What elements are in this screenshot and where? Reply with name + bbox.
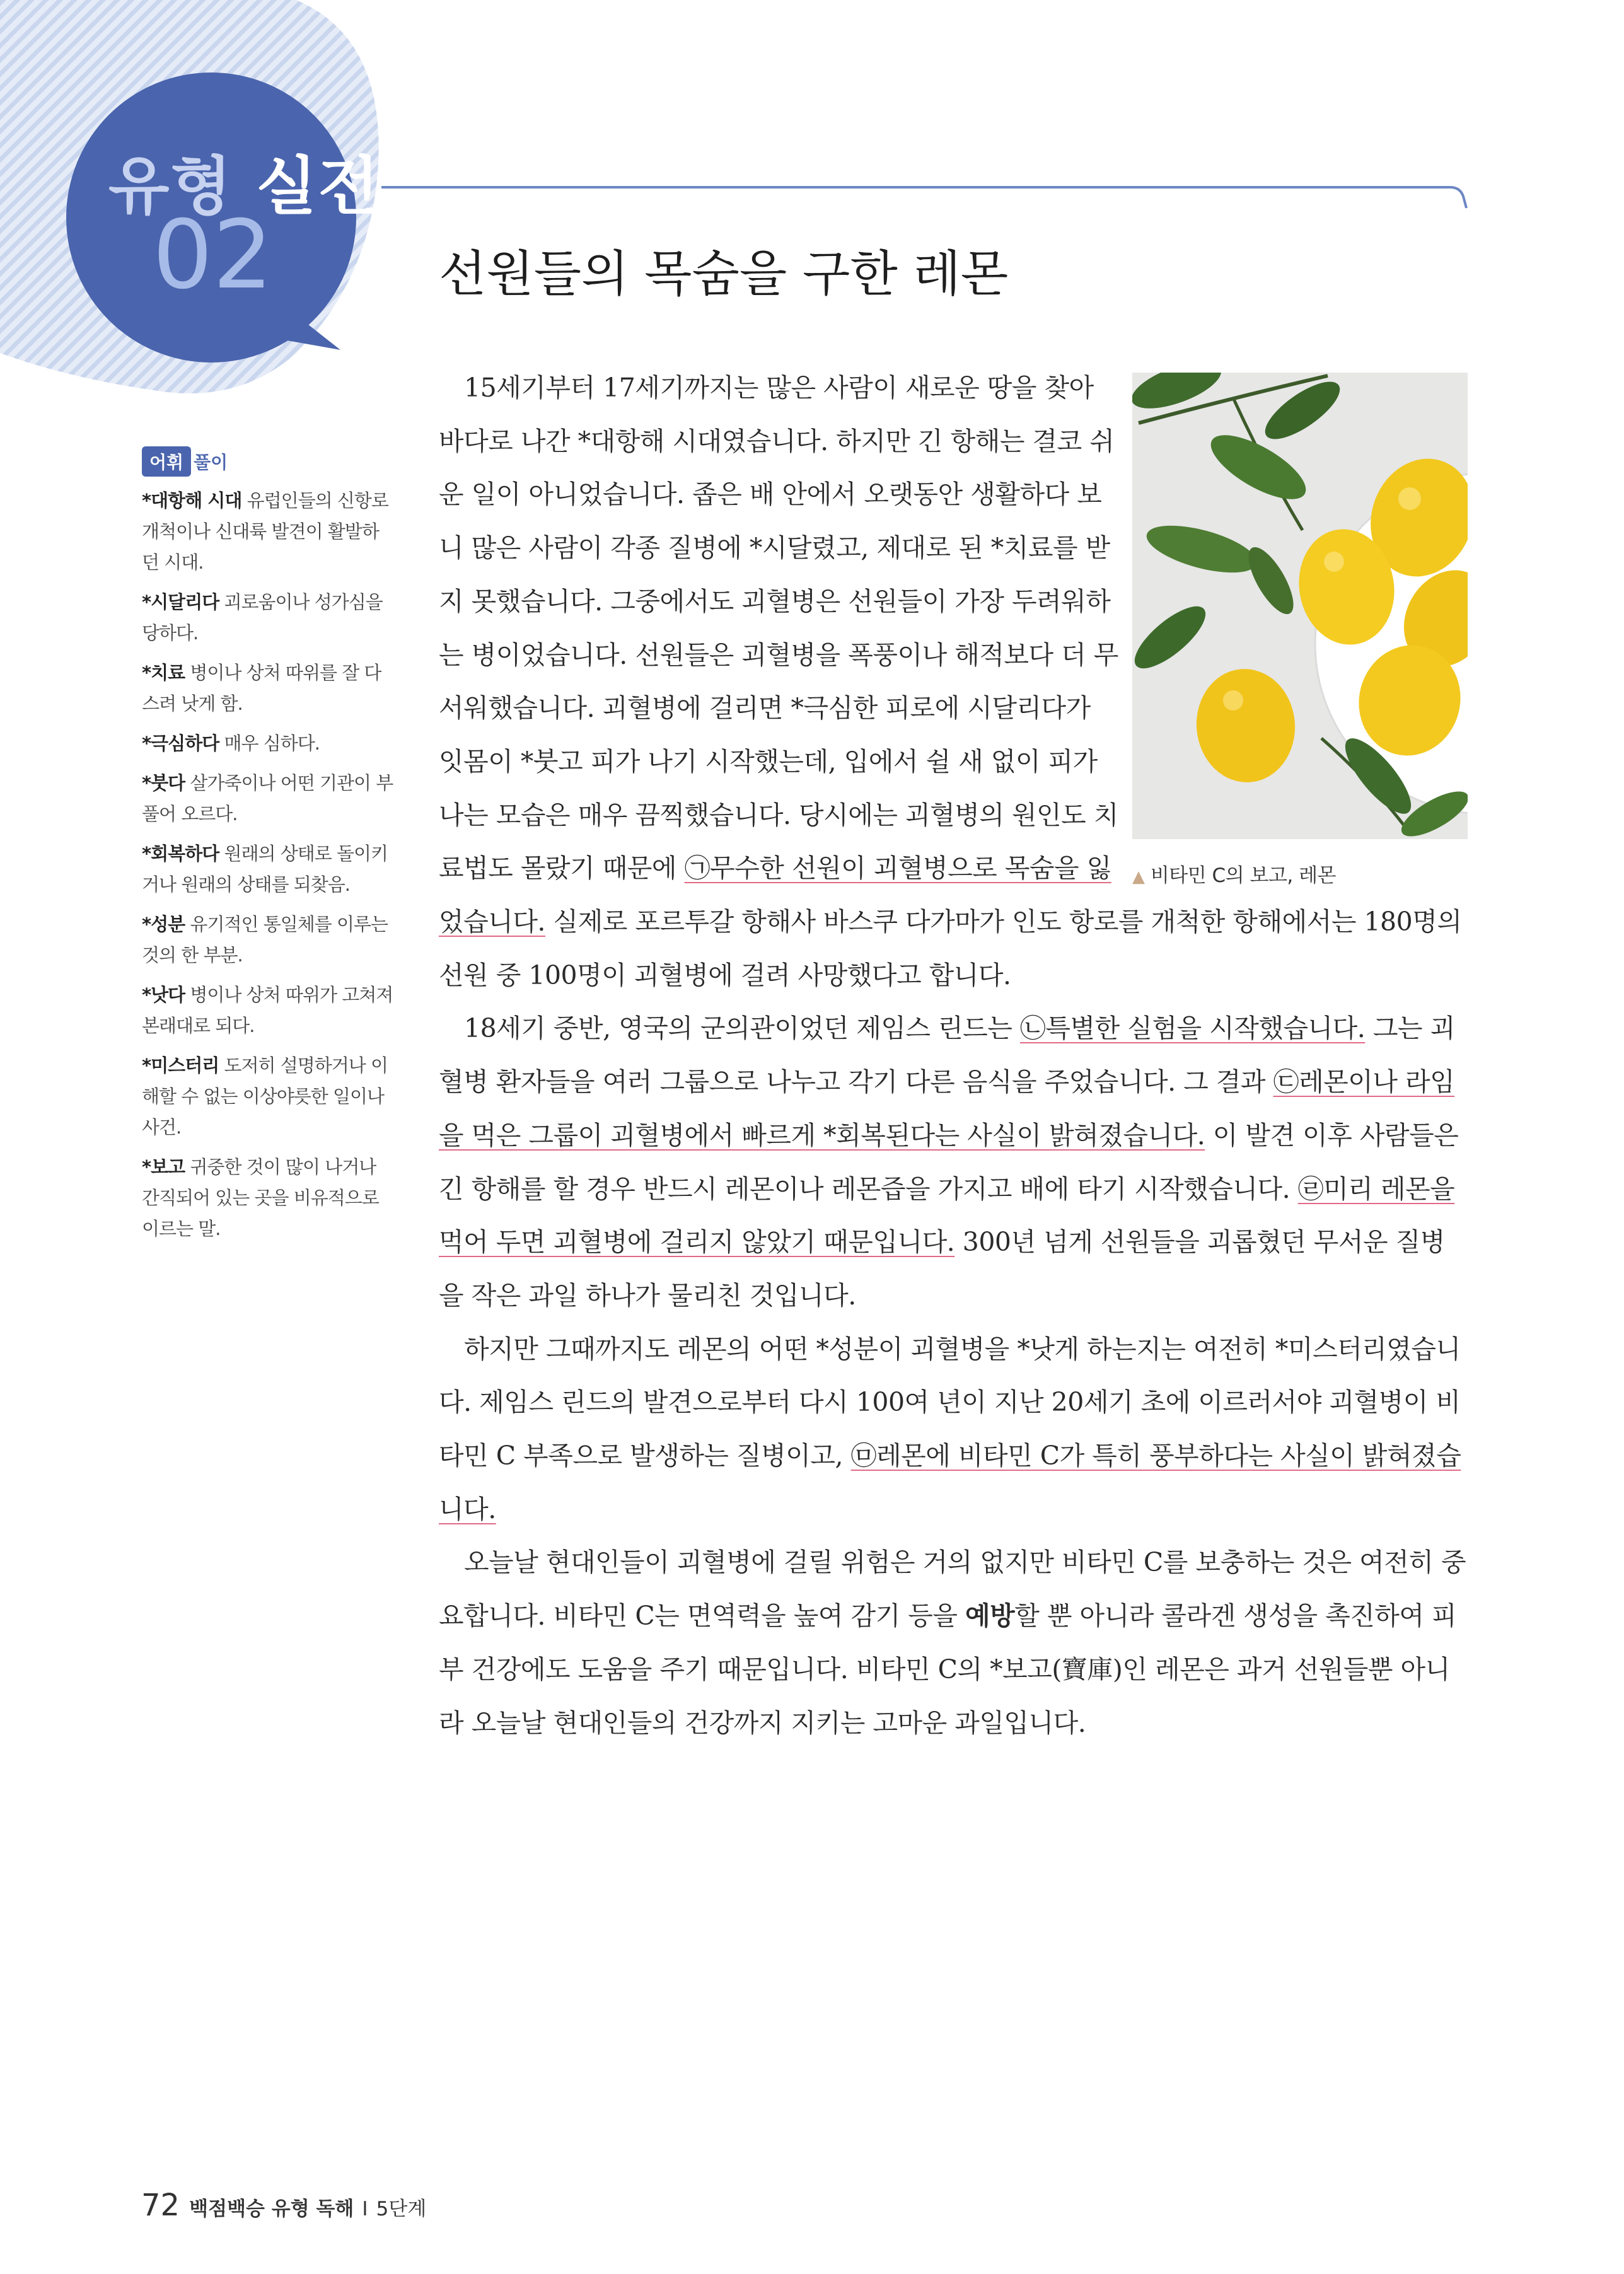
vocab-term: *미스터리 [142, 1055, 219, 1076]
vocab-def: 살가죽이나 어떤 기관이 부풀어 오르다. [142, 772, 393, 825]
paragraph-text: 할 뿐 아니라 콜라겐 생성을 촉진하여 피부 건강에도 도움을 주기 때문입니다. 비타민 C의 *보고(寶庫)인 레몬은 과거 선원들뿐 아니라 오늘날 현대인들의 건강까지 지키는 고마운 과일입니다. [439, 1601, 1457, 1738]
vocab-item [142, 838, 394, 900]
vocab-item [142, 980, 394, 1041]
vocab-term: *낫다 [142, 984, 185, 1006]
vocab-def: 병이나 상처 따위가 고쳐져 본래대로 되다. [142, 984, 393, 1036]
vocab-item [142, 768, 394, 830]
vocab-item [142, 1152, 394, 1244]
paragraph-2 [439, 1002, 1468, 1322]
caption-triangle-icon: ▲ [1132, 867, 1145, 886]
vocab-item [142, 587, 394, 649]
caption-text: 비타민 C의 보고, 레몬 [1150, 864, 1336, 887]
vocab-def: 유럽인들의 신항로 개척이나 신대륙 발견이 활발하던 시대. [142, 490, 388, 573]
vocabulary-header-label: 풀이 [194, 452, 228, 473]
vocab-def: 도저히 설명하거나 이해할 수 없는 이상야릇한 일이나 사건. [142, 1055, 388, 1138]
paragraph-text: 실제로 포르투갈 항해사 바스쿠 다가마가 인도 항로를 개척한 항해에서는 180명의 선원 중 100명이 괴혈병에 걸려 사망했다고 합니다. [439, 907, 1462, 990]
title-rule [0, 0, 1624, 227]
page-title: 선원들의 목숨을 구한 레몬 [439, 246, 1009, 303]
book-title: 백점백승 유형 독해 [189, 2198, 354, 2220]
vocab-def: 유기적인 통일체를 이루는 것의 한 부분. [142, 914, 388, 966]
footer-separator: I [362, 2198, 368, 2220]
vocab-term: *극심하다 [142, 733, 219, 754]
underlined-sentence-a: ㉠무수한 선원이 괴혈병으로 목숨을 잃었습니다. [439, 853, 1111, 937]
paragraph-text: 18세기 중반, 영국의 군의관이었던 제임스 린드는 [464, 1013, 1020, 1044]
vocab-term: *보고 [142, 1156, 185, 1178]
underlined-sentence-e: ㉤레몬에 비타민 C가 특히 풍부하다는 사실이 밝혀졌습니다. [439, 1441, 1461, 1524]
vocab-item [142, 485, 394, 578]
underlined-sentence-b: ㉡특별한 실험을 시작했습니다. [1019, 1013, 1366, 1044]
lemon-photo [1132, 373, 1468, 887]
paragraph-text: 그는 괴혈병 환자들을 여러 그룹으로 나누고 각기 다른 음식을 주었습니다. 그 결과 [439, 1013, 1455, 1098]
vocab-term: *붓다 [142, 772, 185, 794]
paragraph-text: 오늘날 현대인들이 괴혈병에 걸릴 위험은 거의 없지만 비타민 C를 보충하는 것은 여전히 중요합니다. 비타민 C는 면역력을 높여 감기 등을 [439, 1547, 1466, 1632]
paragraph-text: 300년 넘게 선원들을 괴롭혔던 무서운 질병을 작은 과일 하나가 물리친 것입니다. [439, 1227, 1445, 1311]
vocab-def: 원래의 상태로 돌이키거나 원래의 상태를 되찾음. [142, 843, 388, 895]
vocab-def: 귀중한 것이 많이 나거나 간직되어 있는 곳을 비유적으로 이르는 말. [142, 1156, 379, 1239]
badge-word-practice: 실전 [256, 149, 381, 223]
page-footer [141, 2188, 426, 2223]
paragraph-4 [439, 1536, 1468, 1749]
vocab-def: 괴로움이나 성가심을 당하다. [142, 591, 383, 644]
vocab-term: *치료 [142, 662, 185, 683]
vocab-term: *회복하다 [142, 843, 219, 864]
paragraph-text: 15세기부터 17세기까지는 많은 사람이 새로운 땅을 찾아 바다로 나간 *대항해 시대였습니다. 하지만 긴 항해는 결코 쉬운 일이 아니었습니다. 좁은 배 안에서 오랫동안 생활하다 보니 많은 사람이 각종 질병에 *시달렸고, 제대로 된 *치료를 받지 못했습니다. 그중에서도 괴혈병은 선원들이 가장 두려워하는 병이었습니다. 선원들은 괴혈병을 폭풍이나 해적보다 더 무서워했습니다. 괴혈병에 걸리면 *극심한 피로에 시달리다가 잇몸이 *붓고 피가 나기 시작했는데, 입에서 쉴 새 없이 피가 나는 모습은 매우 끔찍했습니다. 당시에는 괴혈병의 원인도 치료법도 몰랐기 때문에 [439, 373, 1118, 884]
underlined-sentence-c: ㉢레몬이나 라임을 먹은 그룹이 괴혈병에서 빠르게 *회복된다는 사실이 밝혀졌습니다. [439, 1067, 1455, 1151]
vocab-def: 매우 심하다. [224, 733, 320, 754]
vocabulary-header [142, 446, 394, 477]
vocab-item [142, 658, 394, 719]
vocabulary-header-tag: 어휘 [142, 446, 191, 477]
vocab-term: *성분 [142, 914, 185, 935]
paragraph-text: 이 발견 이후 사람들은 긴 항해를 할 경우 반드시 레몬이나 레몬즙을 가지고 배에 타기 시작했습니다. [439, 1120, 1459, 1204]
vocab-term: *대항해 시대 [142, 490, 242, 511]
paragraph-3 [439, 1323, 1468, 1536]
badge-number: 02 [153, 200, 273, 310]
vocab-term: *시달리다 [142, 591, 219, 613]
paragraph-text: 하지만 그때까지도 레몬의 어떤 *성분이 괴혈병을 *낫게 하는지는 여전히 *미스터리였습니다. 제임스 린드의 발견으로부터 다시 100여 년이 지난 20세기 초에 이르러서야 괴혈병이 비타민 C 부족으로 발생하는 질병이고, [439, 1333, 1461, 1471]
vocab-def: 병이나 상처 따위를 잘 다스려 낫게 함. [142, 662, 381, 714]
article-body [439, 361, 1468, 1749]
page-number: 72 [141, 2188, 180, 2223]
book-level: 5단계 [376, 2198, 427, 2220]
badge-word-type: 유형 [108, 149, 233, 223]
vocab-item [142, 1050, 394, 1143]
underlined-sentence-d: ㉣미리 레몬을 먹어 두면 괴혈병에 걸리지 않았기 때문입니다. [439, 1173, 1455, 1258]
photo-caption [1132, 857, 1468, 895]
lemon-image [1132, 373, 1468, 839]
emphasized-word: 예방 [965, 1601, 1015, 1632]
vocabulary-sidebar [142, 446, 394, 1244]
vocab-item [142, 728, 394, 759]
vocab-item [142, 909, 394, 971]
